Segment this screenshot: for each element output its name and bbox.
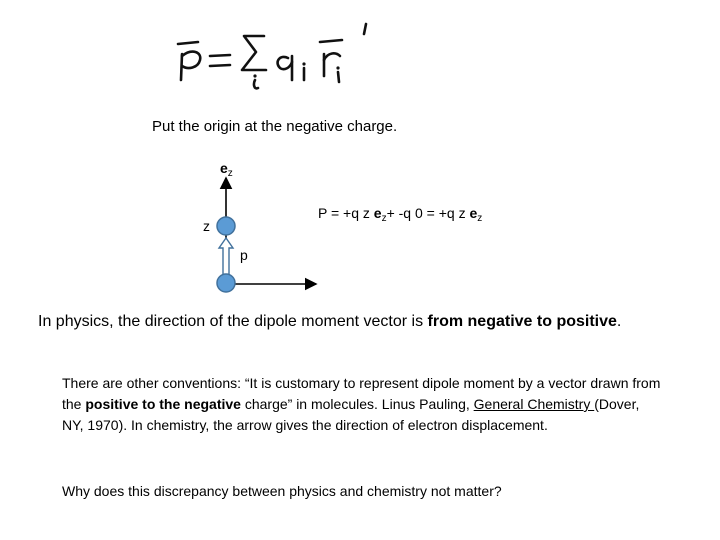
dipole-equation: P = +q z $e_z+ -q$ 0 = +q z $e_z$ [318, 205, 483, 224]
origin-note: Put the origin at the negative charge. [152, 118, 398, 135]
negative-charge [217, 274, 235, 292]
book-title: General Chemistry [473, 396, 595, 412]
dipole-moment-formula [170, 18, 400, 100]
discussion-question: Why does this discrepancy between physics and chemistry not matter? [62, 483, 502, 499]
z-position-label: z [203, 218, 210, 234]
dipole-arrow [219, 238, 233, 276]
positive-charge [217, 217, 235, 235]
ez-axis-label: $e_z$ [220, 160, 233, 179]
p-vector-label: p [240, 247, 248, 263]
physics-convention: In physics, the direction of the dipole moment vector is from negative to positive. [38, 313, 622, 330]
chemistry-convention-paragraph: There are other conventions: “It is customary to represent dipole moment by a vector drawn from the positive to the negative charge” in molecules. Linus Pauling, General Chemistry (Dover, NY, 1970). In chemistry, the arrow gives the direction of electron displacement. [62, 375, 661, 433]
